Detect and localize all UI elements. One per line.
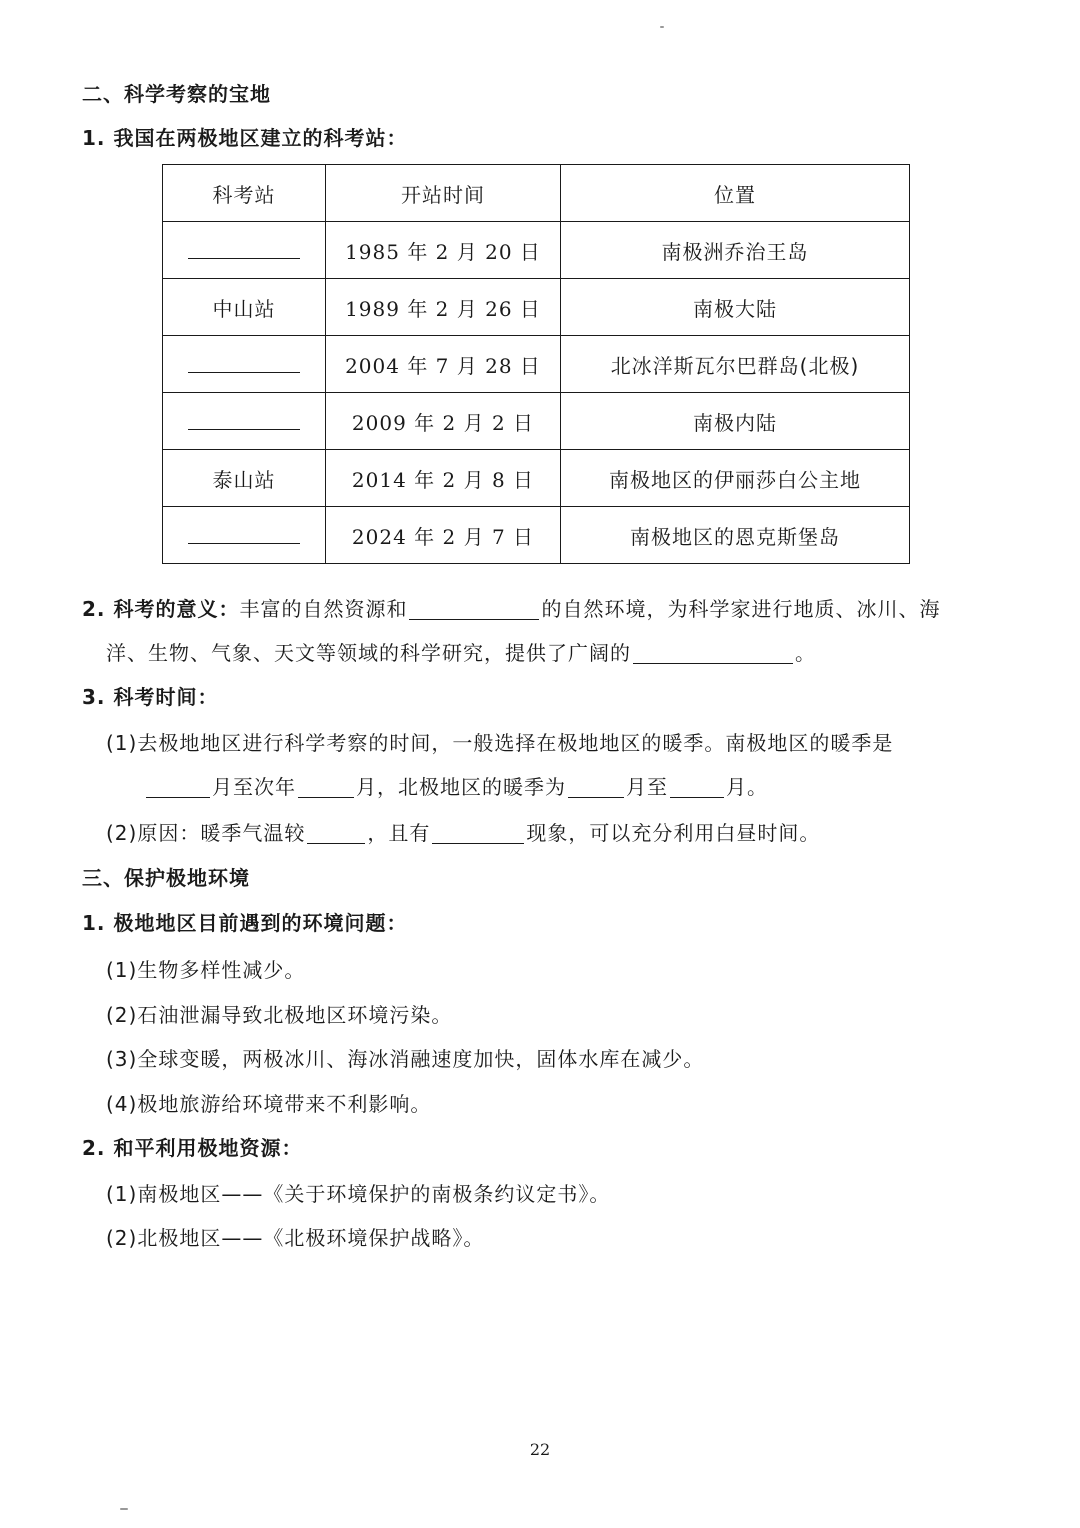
sub1-text: 月至 xyxy=(626,775,668,799)
table-row xyxy=(163,336,910,393)
table-row xyxy=(163,507,910,564)
date-cell: 2009 年 2 月 2 日 xyxy=(326,393,561,450)
header-date: 开站时间 xyxy=(326,165,561,222)
location-cell: 南极内陆 xyxy=(561,393,910,450)
list-item: (1)南极地区——《关于环境保护的南极条约议定书》。 xyxy=(106,1182,611,1206)
item-1-heading: 1. 我国在两极地区建立的科考站： xyxy=(82,126,408,150)
list-item: (1)生物多样性减少。 xyxy=(106,958,306,982)
table-row xyxy=(163,279,910,336)
fill-blank[interactable] xyxy=(188,238,300,259)
item-2-line-1 xyxy=(82,593,940,622)
fill-blank[interactable] xyxy=(307,821,365,844)
header-location: 位置 xyxy=(561,165,910,222)
list-item: (4)极地旅游给环境带来不利影响。 xyxy=(106,1092,432,1116)
fill-blank[interactable] xyxy=(298,775,354,798)
table-row xyxy=(163,393,910,450)
sub1-text: 月。 xyxy=(726,775,768,799)
list-item: (3)全球变暖，两极冰川、海冰消融速度加快，固体水库在减少。 xyxy=(106,1047,705,1071)
date-cell: 1985 年 2 月 20 日 xyxy=(326,222,561,279)
section-3-item-1-heading: 1. 极地地区目前遇到的环境问题： xyxy=(82,911,408,935)
item-2-label: 2. 科考的意义： xyxy=(82,597,240,621)
fill-blank[interactable] xyxy=(409,597,539,620)
station-blank-cell xyxy=(163,336,326,393)
location-cell: 北冰洋斯瓦尔巴群岛(北极) xyxy=(561,336,910,393)
table-header-row xyxy=(163,165,910,222)
date-cell: 1989 年 2 月 26 日 xyxy=(326,279,561,336)
fill-blank[interactable] xyxy=(670,775,724,798)
list-item: (2)石油泄漏导致北极地区环境污染。 xyxy=(106,1003,453,1027)
fill-blank[interactable] xyxy=(633,641,793,664)
fill-blank[interactable] xyxy=(188,523,300,544)
item-3-sub1-line2 xyxy=(144,771,768,800)
date-cell: 2004 年 7 月 28 日 xyxy=(326,336,561,393)
stations-table xyxy=(162,164,910,564)
table-row xyxy=(163,222,910,279)
fill-blank[interactable] xyxy=(568,775,624,798)
station-blank-cell xyxy=(163,507,326,564)
date-cell: 2024 年 2 月 7 日 xyxy=(326,507,561,564)
item-3-sub2 xyxy=(106,817,820,846)
header-station: 科考站 xyxy=(163,165,326,222)
scan-speck xyxy=(120,1508,128,1510)
station-blank-cell xyxy=(163,222,326,279)
location-cell: 南极大陆 xyxy=(561,279,910,336)
list-item: (2)北极地区——《北极环境保护战略》。 xyxy=(106,1226,485,1250)
section-3-item-2-heading: 2. 和平利用极地资源： xyxy=(82,1136,303,1160)
section-3-title: 三、保护极地环境 xyxy=(82,866,250,890)
station-cell: 中山站 xyxy=(163,279,326,336)
sub2-text: ，且有 xyxy=(367,821,431,845)
item-2-text-b: 的自然环境，为科学家进行地质、冰川、海 xyxy=(541,597,941,621)
location-cell: 南极地区的恩克斯堡岛 xyxy=(561,507,910,564)
sub2-text: 现象，可以充分利用白昼时间。 xyxy=(526,821,821,845)
item-3-heading: 3. 科考时间： xyxy=(82,685,219,709)
section-2-title: 二、科学考察的宝地 xyxy=(82,82,271,106)
sub2-text: (2)原因：暖季气温较 xyxy=(106,821,306,845)
page-number: 22 xyxy=(529,1440,551,1459)
location-cell: 南极地区的伊丽莎白公主地 xyxy=(561,450,910,507)
fill-blank[interactable] xyxy=(188,352,300,373)
sub1-text: 月，北极地区的暖季为 xyxy=(356,775,566,799)
item-2-line2-end: 。 xyxy=(795,641,816,665)
sub1-text: 月至次年 xyxy=(212,775,296,799)
scan-speck xyxy=(660,26,664,28)
fill-blank[interactable] xyxy=(188,409,300,430)
item-2-text-a: 丰富的自然资源和 xyxy=(239,597,408,621)
item-2-line-2 xyxy=(106,637,816,666)
fill-blank[interactable] xyxy=(432,821,524,844)
location-cell: 南极洲乔治王岛 xyxy=(561,222,910,279)
table-row xyxy=(163,450,910,507)
fill-blank[interactable] xyxy=(146,775,210,798)
item-2-line2-text: 洋、生物、气象、天文等领域的科学研究，提供了广阔的 xyxy=(106,641,631,665)
item-3-sub1-line1: (1)去极地地区进行科学考察的时间，一般选择在极地地区的暖季。南极地区的暖季是 xyxy=(106,731,894,755)
station-blank-cell xyxy=(163,393,326,450)
date-cell: 2014 年 2 月 8 日 xyxy=(326,450,561,507)
station-cell: 泰山站 xyxy=(163,450,326,507)
